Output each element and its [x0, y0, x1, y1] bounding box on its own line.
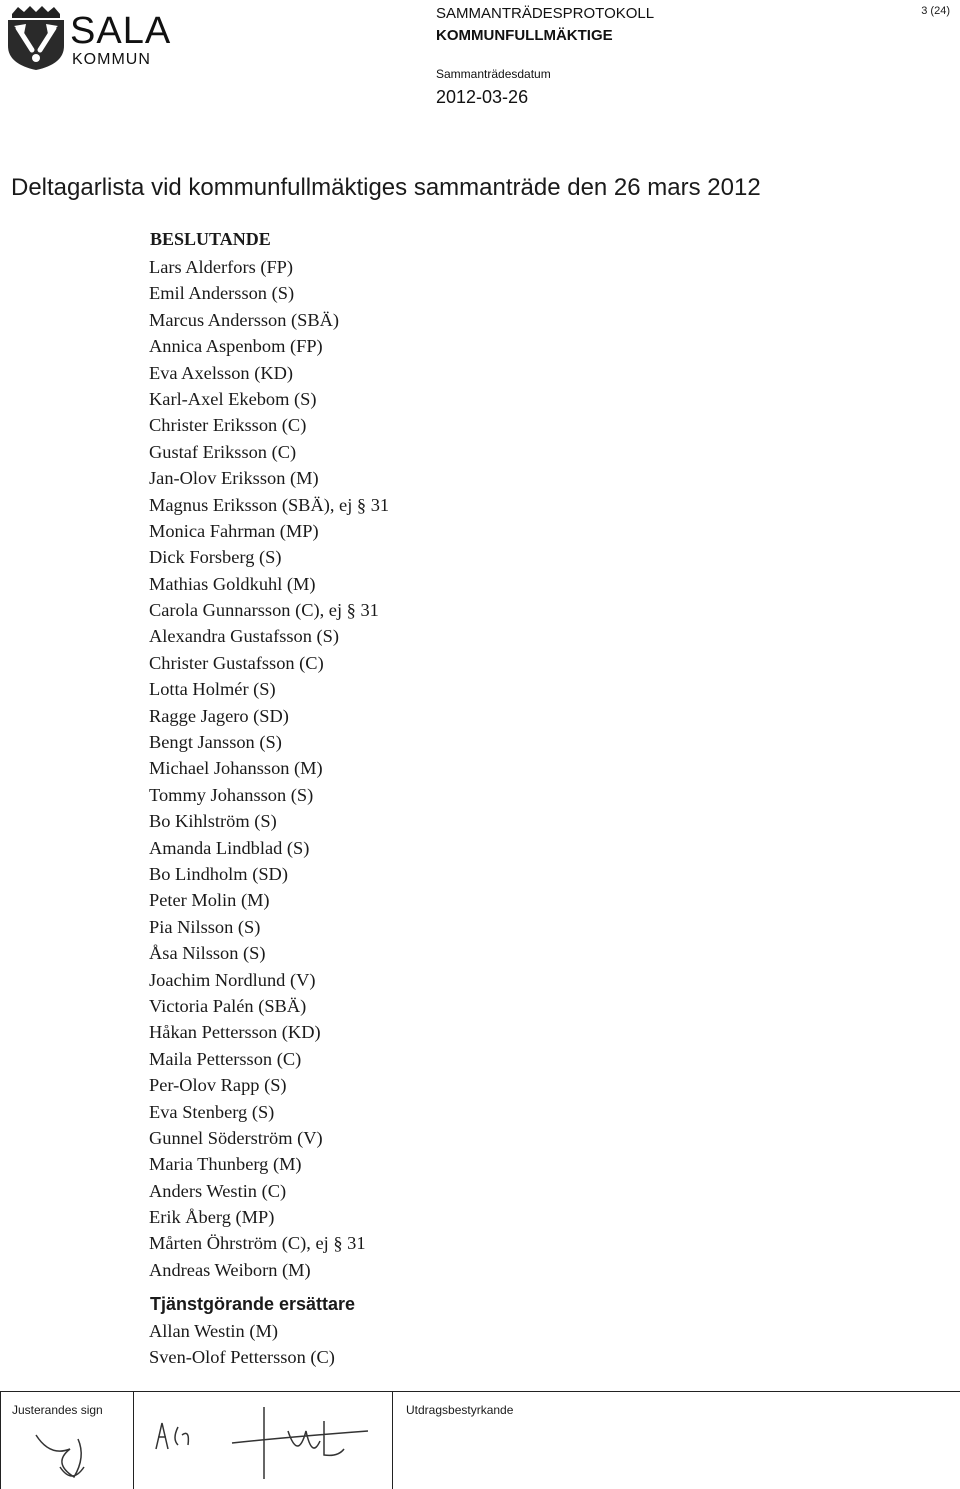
- participant-item: Karl-Axel Ekebom (S): [149, 388, 317, 409]
- participant-item: Lars Alderfors (FP): [149, 257, 294, 277]
- participant-item: Christer Eriksson (C): [149, 415, 307, 436]
- participant-item: Allan Westin (M): [149, 1321, 278, 1341]
- participant-item: Tommy Johansson (S): [149, 784, 314, 805]
- participant-item: Magnus Eriksson (SBÄ), ej § 31: [149, 494, 390, 515]
- participant-item: Anders Westin (C): [149, 1180, 287, 1201]
- organ-name: KOMMUNFULLMÄKTIGE: [436, 27, 613, 44]
- participant-item: Monica Fahrman (MP): [149, 520, 319, 541]
- logo-name: SALA: [70, 10, 172, 52]
- participant-item: Gunnel Söderström (V): [149, 1127, 323, 1148]
- ersattare-list: [149, 1318, 335, 1371]
- participant-item: Lotta Holmér (S): [149, 679, 276, 700]
- participant-item: Emil Andersson (S): [149, 283, 295, 304]
- signature-1-icon: [30, 1427, 100, 1487]
- participant-item: Eva Axelsson (KD): [149, 362, 294, 383]
- participant-item: Andreas Weiborn (M): [149, 1259, 311, 1280]
- coat-of-arms-icon: [4, 4, 68, 72]
- participant-item: Amanda Lindblad (S): [149, 837, 310, 858]
- participant-item: Pia Nilsson (S): [149, 916, 261, 937]
- participant-item: Bo Lindholm (SD): [149, 863, 288, 884]
- ersattare-heading: Tjänstgörande ersättare: [150, 1294, 356, 1314]
- participant-item: Bengt Jansson (S): [149, 732, 282, 753]
- signature-footer: [0, 1391, 960, 1489]
- page-title: Deltagarlista vid kommunfullmäktiges sammanträde den 26 mars 2012: [11, 174, 761, 201]
- participant-item: Eva Stenberg (S): [149, 1101, 275, 1122]
- participant-item: Joachim Nordlund (V): [149, 969, 316, 990]
- justerandes-sign-label: Justerandes sign: [12, 1403, 103, 1417]
- participant-item: Jan-Olov Eriksson (M): [149, 468, 319, 489]
- participant-item: Michael Johansson (M): [149, 758, 323, 779]
- utdragsbestyrkande-label: Utdragsbestyrkande: [406, 1403, 514, 1417]
- participant-item: Per-Olov Rapp (S): [149, 1075, 287, 1096]
- participant-item: Carola Gunnarsson (C), ej § 31: [149, 600, 379, 621]
- logo-subtitle: KOMMUN: [72, 51, 151, 68]
- participant-item: Mårten Öhrström (C), ej § 31: [149, 1233, 366, 1254]
- participant-item: Victoria Palén (SBÄ): [149, 995, 307, 1016]
- participant-item: Erik Åberg (MP): [149, 1207, 275, 1228]
- page-number: 3 (24): [921, 5, 950, 17]
- document-type: SAMMANTRÄDESPROTOKOLL: [436, 5, 655, 22]
- participant-item: Bo Kihlström (S): [149, 811, 277, 832]
- signature-3-icon: [228, 1401, 378, 1481]
- participant-item: Håkan Pettersson (KD): [149, 1022, 321, 1043]
- participant-item: Marcus Andersson (SBÄ): [149, 309, 340, 330]
- participant-item: Sven-Olof Pettersson (C): [149, 1347, 335, 1368]
- participant-item: Maila Pettersson (C): [149, 1048, 302, 1069]
- meeting-date: 2012-03-26: [436, 87, 529, 107]
- participant-item: Ragge Jagero (SD): [149, 705, 289, 726]
- beslutande-list: [149, 254, 389, 1283]
- participant-item: Alexandra Gustafsson (S): [149, 626, 339, 647]
- signature-2-icon: [150, 1415, 220, 1455]
- participant-item: Åsa Nilsson (S): [149, 943, 266, 964]
- participant-item: Annica Aspenbom (FP): [149, 336, 323, 357]
- beslutande-heading: BESLUTANDE: [150, 229, 271, 249]
- participant-item: Dick Forsberg (S): [149, 547, 282, 568]
- participant-item: Gustaf Eriksson (C): [149, 441, 297, 462]
- meeting-date-label: Sammanträdesdatum: [436, 67, 551, 81]
- participant-item: Maria Thunberg (M): [149, 1154, 302, 1175]
- participant-item: Mathias Goldkuhl (M): [149, 573, 316, 594]
- sala-kommun-logo: [4, 4, 172, 76]
- participant-item: Christer Gustafsson (C): [149, 652, 324, 673]
- participant-item: Peter Molin (M): [149, 890, 270, 911]
